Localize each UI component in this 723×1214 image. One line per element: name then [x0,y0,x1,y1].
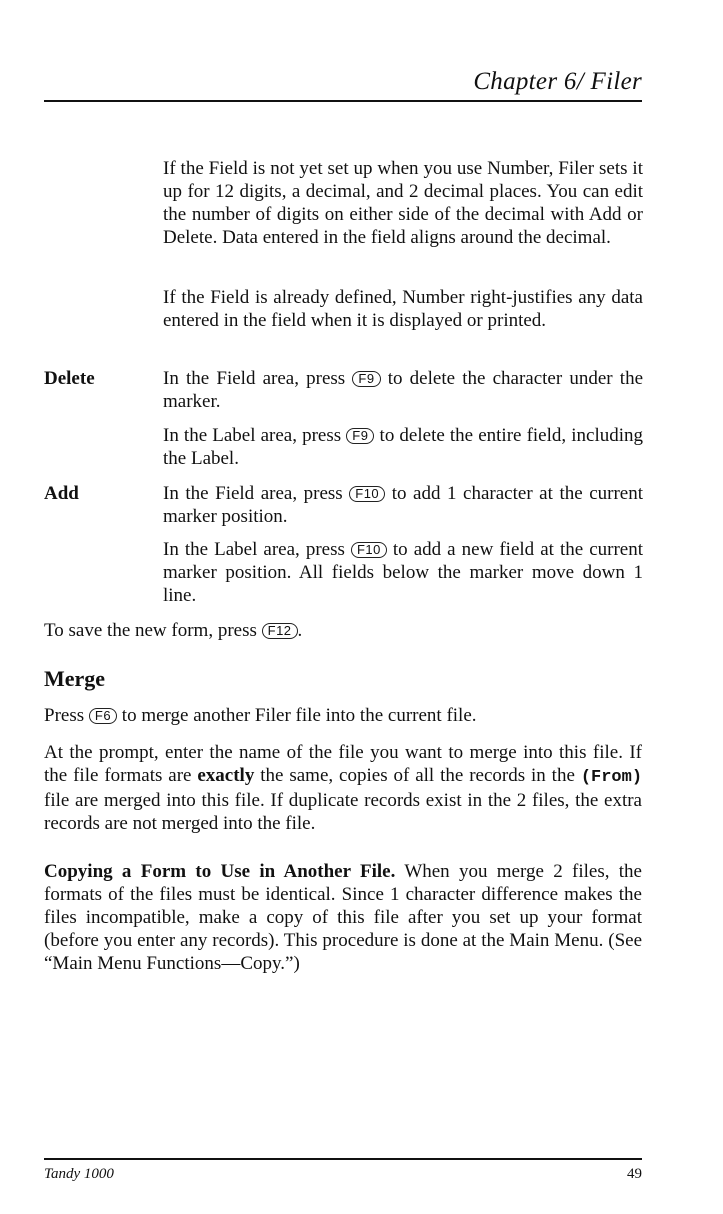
chapter-title: Chapter 6/ Filer [473,68,642,95]
page-footer [44,1158,642,1182]
term-add: Add [44,483,79,504]
merge-press-paragraph [44,704,642,727]
footer-rule [44,1158,642,1160]
page-header [44,68,642,102]
copying-form-run-in-heading: Copying a Form to Use in Another File. [44,861,396,882]
delete-field-paragraph [163,367,643,413]
add-field-pre: In the Field area, press [163,483,343,504]
merge-p2-bold: exactly [197,765,255,786]
add-label-pre: In the Label area, press [163,539,345,560]
page-number: 49 [627,1166,642,1182]
merge-press-pre: Press [44,705,85,726]
header-rule [44,100,642,102]
merge-p2-b: the same, copies of all the records in the [260,765,575,786]
number-paragraph-1: If the Field is not yet set up when you use Number, Filer sets it up for 12 digits, a decimal, and 2 decimal places. You can edit the number of digits on either side of the decimal with Add or Delete. Data entered in the field aligns around the decimal. [163,158,643,248]
term-delete: Delete [44,368,95,389]
save-pre: To save the new form, press [44,620,257,641]
delete-label-post: to delete the entire field, including the Label. [163,425,644,469]
footer-product-name: Tandy 1000 [44,1166,114,1182]
delete-field-post: to delete the character under the marker. [163,368,644,412]
merge-paragraph-2 [44,741,642,835]
merge-heading: Merge [44,666,106,691]
merge-p2-c: file are merged into this file. If duplicate records exist in the 2 files, the extra records are not merged into the file. [44,790,642,834]
f10-key-icon: F10 [351,542,387,558]
delete-label-pre: In the Label area, press [163,425,342,446]
f9-key-icon: F9 [352,371,380,387]
add-field-paragraph [163,482,643,528]
add-label-post: to add a new field at the current marker position. All fields below the marker move down 1 line. [163,539,644,606]
f6-key-icon: F6 [89,708,117,724]
save-paragraph [44,619,642,642]
merge-p3-text: When you merge 2 files, the formats of the files must be identical. Since 1 character difference makes the files incompatible, make a copy of this file after you set up your format (before you enter any records). This procedure is done at the Main Menu. (See “Main Menu Functions—Copy.”) [44,861,642,974]
delete-label-paragraph [163,424,643,470]
delete-field-pre: In the Field area, press [163,368,346,389]
merge-p2-a: At the prompt, enter the name of the file you want to merge into this file. If the file formats are [44,742,642,786]
add-field-post: to add 1 character at the current marker position. [163,483,643,527]
f12-key-icon: F12 [262,623,298,639]
merge-paragraph-3 [44,860,642,975]
merge-p2-from-code: (From) [580,768,643,787]
add-label-paragraph [163,538,643,607]
f10-key-icon: F10 [349,486,385,502]
merge-press-post: to merge another Filer file into the current file. [121,705,477,726]
number-paragraph-2: If the Field is already defined, Number right-justifies any data entered in the field when it is displayed or printed. [163,287,643,331]
f9-key-icon: F9 [346,428,374,444]
save-post: . [297,620,303,641]
